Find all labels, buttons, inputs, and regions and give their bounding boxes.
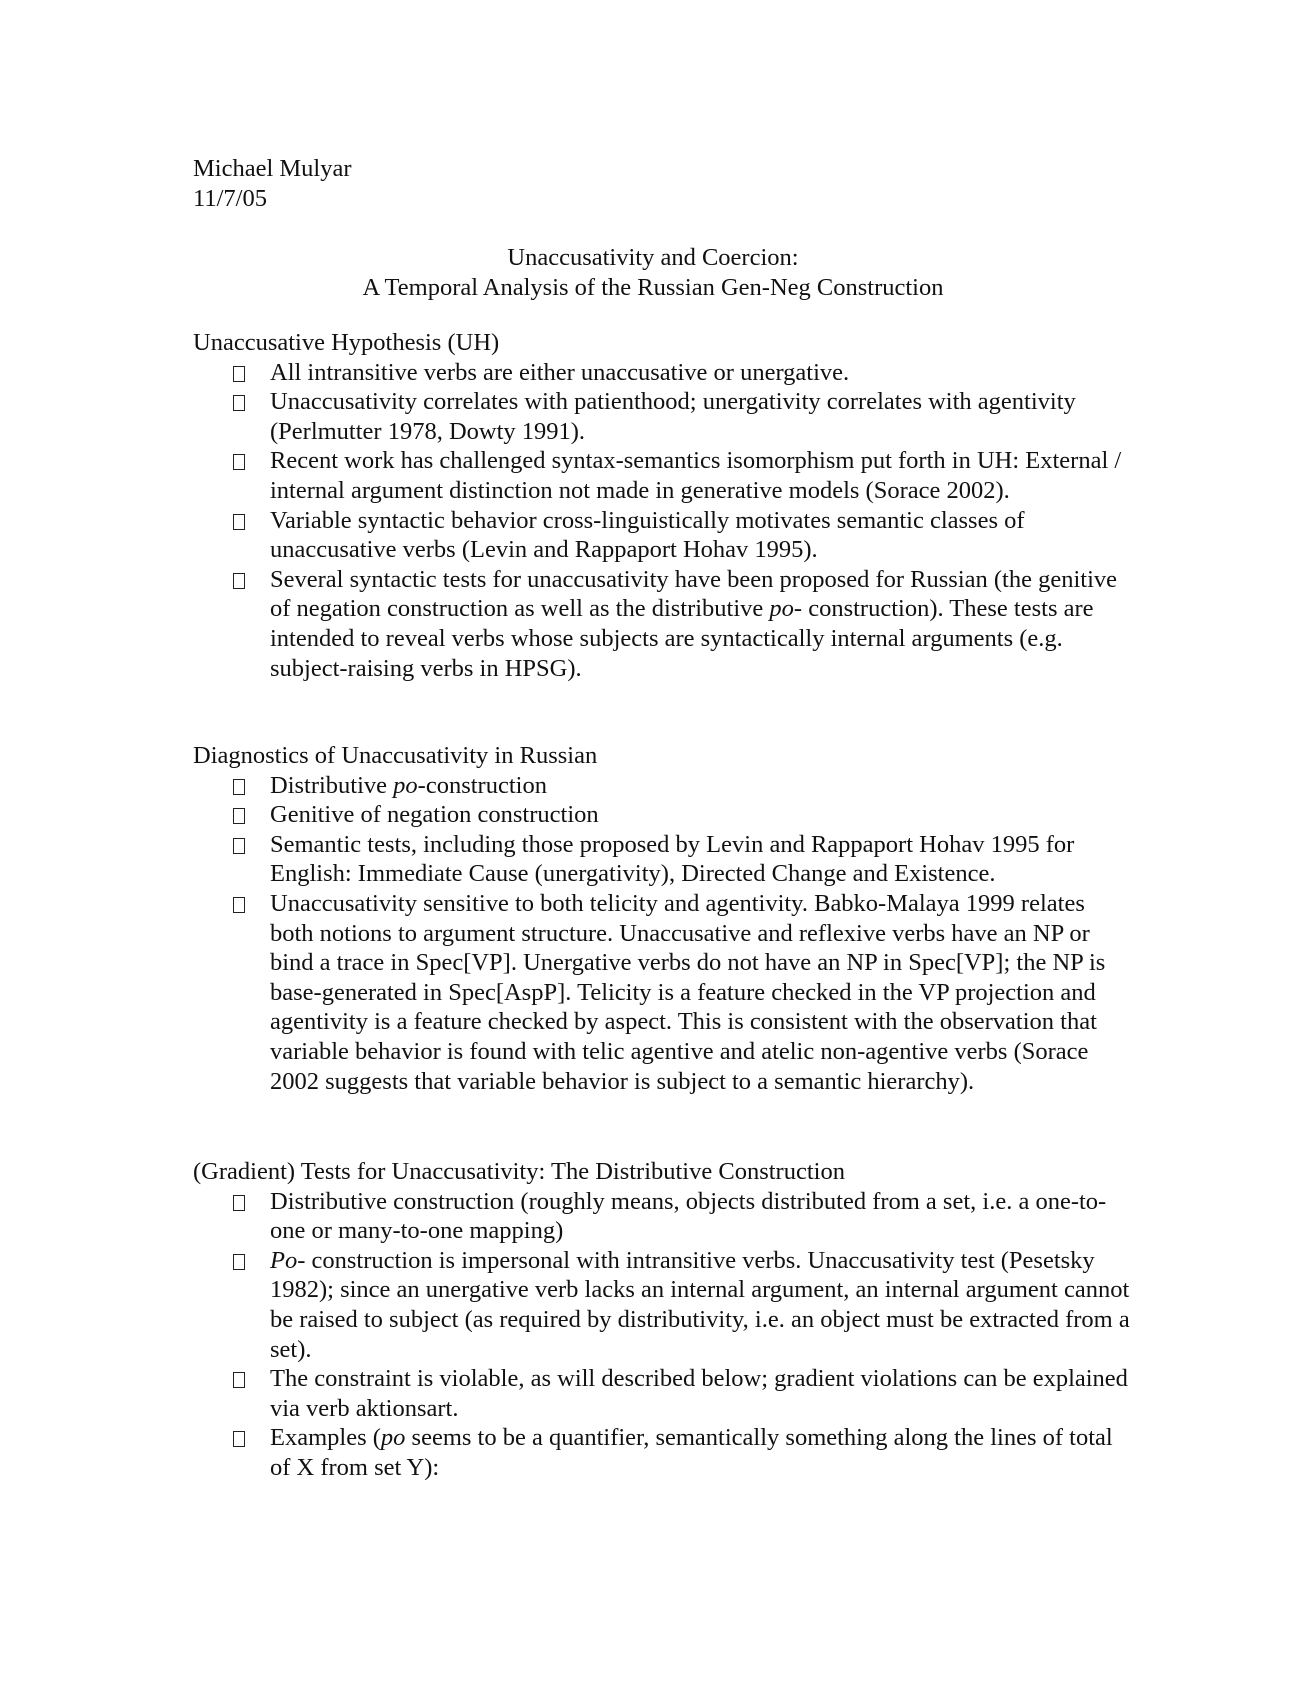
item-text: Semantic tests, including those proposed by Levin and Rappaport Hohav 1995 for English: Immediate Cause (unergativity), Directed Change and Existence.	[270, 830, 1075, 888]
item-text: Unaccusativity sensitive to both telicity and agentivity. Babko-Malaya 1999 relates both notions to argument structure. Unaccusative and reflexive verbs have an NP or bind a trace in Spec[VP]. Unergative verbs do not have an NP in Spec[VP]; the NP is base-generated in Spec[AspP]. Telicity is a feature checked in the VP projection and agentivity is a feature checked by aspect. This is consistent with the observation that variable behavior is found with telic agentive and atelic non-agentive verbs (Sorace 2002 suggests that variable behavior is subject to a semantic hierarchy).	[270, 889, 1106, 1095]
list-item	[193, 1364, 1133, 1423]
bullet-box-icon	[233, 1372, 245, 1388]
item-text: Distributive	[270, 771, 394, 799]
section-gradient-tests	[193, 1157, 1133, 1483]
list-item	[193, 889, 1133, 1096]
bullet-box-icon	[233, 366, 245, 382]
list-item	[193, 800, 1133, 830]
bullet-box-icon	[233, 1431, 245, 1447]
item-text-italic: po-	[769, 595, 803, 623]
bullet-box-icon	[233, 897, 245, 913]
bullet-box-icon	[233, 1195, 245, 1211]
list-item	[193, 1187, 1133, 1246]
section-heading: Diagnostics of Unaccusativity in Russian	[193, 742, 598, 769]
section-diagnostics	[193, 741, 1133, 1096]
list-item	[193, 830, 1133, 889]
item-text: The constraint is violable, as will described below; gradient violations can be explained via verb aktionsart.	[270, 1365, 1128, 1422]
list-item	[193, 387, 1133, 446]
bullet-list	[193, 1187, 1133, 1483]
bullet-box-icon	[233, 808, 245, 824]
bullet-box-icon	[233, 454, 245, 470]
item-text: Unaccusativity correlates with patienthood; unergativity correlates with agentivity (Perlmutter 1978, Dowty 1991).	[270, 388, 1076, 445]
item-text: -construction	[417, 771, 547, 799]
list-item	[193, 506, 1133, 565]
author-name: Michael Mulyar	[193, 155, 352, 182]
item-text-italic: po	[393, 771, 418, 799]
title-line-1: Unaccusativity and Coercion:	[507, 244, 799, 271]
item-text: Variable syntactic behavior cross-linguistically motivates semantic classes of unaccusative verbs (Levin and Rappaport Hohav 1995).	[270, 506, 1025, 564]
bullet-box-icon	[233, 395, 245, 411]
item-text: construction is impersonal with intransitive verbs. Unaccusativity test (Pesetsky 1982); since an unergative verb lacks an internal argument, an internal argument cannot be raised to subject (as required by distributivity, i.e. an object must be extracted from a set).	[270, 1246, 1130, 1363]
document-title	[0, 243, 1306, 302]
bullet-box-icon	[233, 779, 245, 795]
section-heading: Unaccusative Hypothesis (UH)	[193, 329, 500, 356]
list-item	[193, 565, 1133, 683]
item-text: Recent work has challenged syntax-semantics isomorphism put forth in UH: External / internal argument distinction not made in generative models (Sorace 2002).	[270, 447, 1122, 504]
list-item	[193, 771, 1133, 801]
list-item	[193, 1423, 1133, 1482]
item-text-italic: Po-	[270, 1246, 306, 1274]
bullet-box-icon	[233, 573, 245, 589]
list-item	[193, 446, 1133, 505]
title-line-2: A Temporal Analysis of the Russian Gen-Neg Construction	[362, 273, 944, 301]
section-unaccusative-hypothesis	[193, 328, 1133, 683]
bullet-list	[193, 358, 1133, 684]
section-heading: (Gradient) Tests for Unaccusativity: The Distributive Construction	[193, 1158, 845, 1185]
item-text-italic: po	[380, 1424, 406, 1452]
document-header	[193, 154, 352, 213]
document-date: 11/7/05	[193, 184, 267, 212]
list-item	[193, 358, 1133, 388]
item-text: construction). These tests are intended to reveal verbs whose subjects are syntactically internal arguments (e.g. subject-raising verbs in HPSG).	[270, 595, 1094, 682]
list-item	[193, 1246, 1133, 1364]
item-text: Examples (	[270, 1424, 381, 1452]
bullet-box-icon	[233, 514, 245, 530]
bullet-box-icon	[233, 1254, 245, 1270]
item-text: Several syntactic tests for unaccusativity have been proposed for Russian (the genitive of negation construction as well as the distributive	[270, 565, 1118, 623]
bullet-list	[193, 771, 1133, 1097]
item-text: seems to be a quantifier, semantically something along the lines of total of X from set Y):	[270, 1424, 1113, 1481]
item-text: All intransitive verbs are either unaccusative or unergative.	[270, 358, 850, 386]
bullet-box-icon	[233, 838, 245, 854]
item-text: Distributive construction (roughly means, objects distributed from a set, i.e. a one-to-one or many-to-one mapping)	[270, 1187, 1107, 1245]
item-text: Genitive of negation construction	[270, 801, 599, 829]
